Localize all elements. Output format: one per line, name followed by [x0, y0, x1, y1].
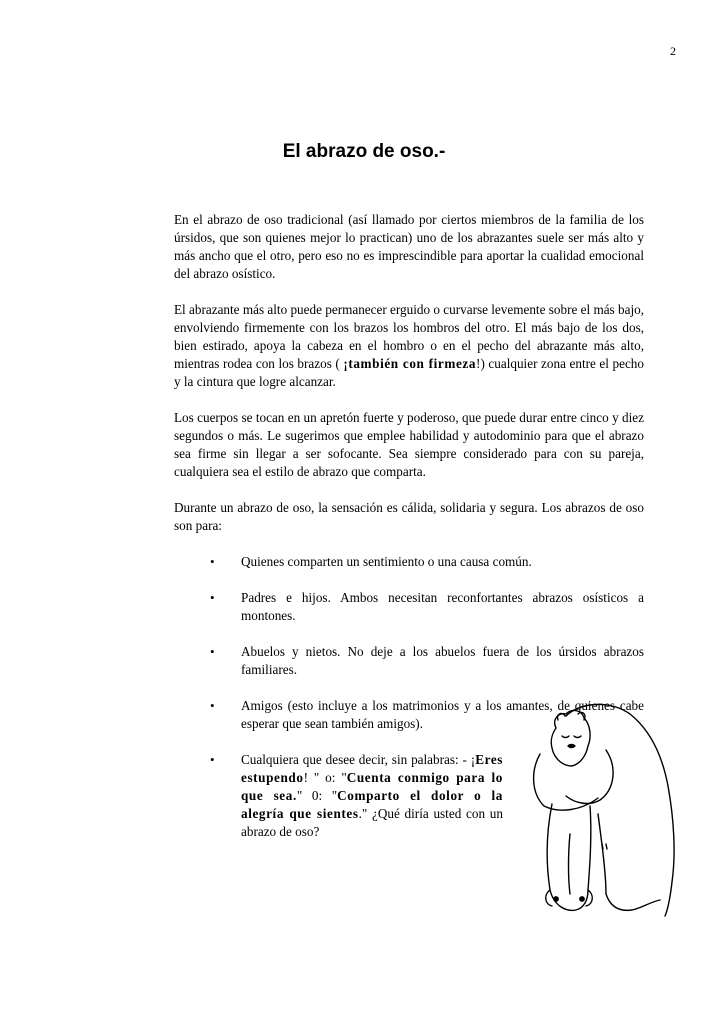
list-item-text	[241, 751, 503, 841]
closed-eye-left	[562, 736, 569, 738]
bullet-icon: •	[210, 590, 215, 605]
bullet-icon: •	[210, 698, 215, 713]
paragraph-2-text-b: !) cualquier zona entre el pecho y la cintura que logre alcanzar.	[174, 356, 644, 389]
big-bear-leg	[598, 814, 660, 910]
paragraph-2-emphasis: ¡también con firmeza	[343, 356, 477, 371]
hugging-arm-right	[566, 750, 613, 803]
bullet-icon: •	[210, 752, 215, 767]
paragraph-1: En el abrazo de oso tradicional (así llamado por ciertos miembros de la familia de los úrsidos, que son quienes mejor lo practican) uno de los abrazantes suele ser más alto y más ancho que el otro, pero eso no es imprescindible para aportar la cualidad emocional del abrazo osístico.	[174, 212, 644, 281]
paragraph-2-text-a: El abrazante más alto puede permanecer erguido o curvarse levemente sobre el más bajo, envolviendo firmemente con los brazos los hombros del otro. El más bajo de los dos, bien estirado, apoya la cabeza en el hombro o en el pecho del abrazante más alto, mientras rodea con los brazos (	[174, 302, 644, 371]
list-item	[174, 553, 644, 571]
paw-pad-left	[554, 897, 558, 901]
nose	[568, 745, 575, 748]
emphasis-comparto-el-dolor: Comparto el dolor o la alegría que sientes	[241, 788, 503, 821]
list-item-text: Quienes comparten un sentimiento o una causa común.	[241, 554, 532, 569]
page-number: 2	[670, 44, 676, 58]
list-item	[174, 643, 644, 679]
list-item	[174, 589, 644, 625]
text-segment: ." ¿Qué diría usted con un abrazo de oso?	[241, 806, 503, 839]
text-segment: ! " o: "	[303, 770, 347, 785]
big-bear-outline	[566, 704, 674, 916]
list-item-text: Abuelos y nietos. No deje a los abuelos fuera de los úrsidos abrazos familiares.	[241, 644, 644, 677]
leg-divider	[569, 834, 571, 894]
hugging-arm-left	[534, 754, 598, 810]
paragraph-4: Durante un abrazo de oso, la sensación es cálida, solidaria y segura. Los abrazos de oso son para:	[174, 500, 644, 533]
list-item-text: Amigos (esto incluye a los matrimonios y a los amantes, de quienes cabe esperar que sean también amigos).	[241, 698, 644, 731]
bear-hug-illustration	[510, 694, 680, 919]
paw-pad-right	[580, 897, 584, 901]
emphasis-cuenta-conmigo: Cuenta conmigo para lo que sea.	[241, 770, 503, 803]
fur-ticks	[602, 844, 607, 849]
page-title: El abrazo de oso.-	[282, 141, 446, 162]
bullet-icon: •	[210, 644, 215, 659]
text-segment: Cualquiera que desee decir, sin palabras: - ¡	[241, 752, 476, 767]
paragraph-2	[174, 301, 644, 391]
bullet-icon: •	[210, 554, 215, 569]
emphasis-eres-estupendo: Eres estupendo	[241, 752, 503, 785]
paragraph-3: Los cuerpos se tocan en un apretón fuerte y poderoso, que puede durar entre cinco y diez segundos o más. Le sugerimos que emplee habilidad y autodominio para que el abrazo sea firme sin llegar a ser sofocante. Sea siempre considerado para con su pareja, cualquiera sea el estilo de abrazo que comparta.	[174, 410, 644, 479]
closed-eye-right	[574, 736, 581, 738]
list-item-text: Padres e hijos. Ambos necesitan reconfortantes abrazos osísticos a montones.	[241, 590, 644, 623]
text-segment: " 0: "	[296, 788, 338, 803]
